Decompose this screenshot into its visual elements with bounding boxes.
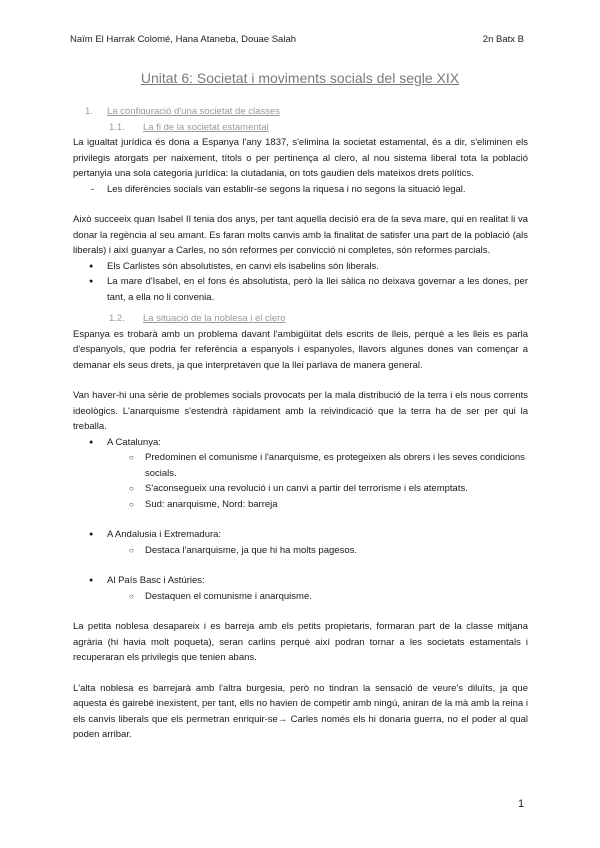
section-title: La configuració d'una societat de classes bbox=[107, 106, 280, 117]
list-item: ○ S'aconsegueix una revolució i un canvi a partir del terrorisme i els atemptats. bbox=[73, 481, 528, 497]
paragraph: Espanya es trobarà amb un problema davant l'ambigüitat dels escrits de lleis, perquè a les lleis es parla d'espanyols, que podria fer referència a espanyols i espanyoles, llavors algunes dones van començar a demanar els seus drets, ja que interpretaven que la llei parlava de manera general. bbox=[73, 328, 528, 371]
sub-list bbox=[73, 450, 528, 512]
list-item: ○ Destaquen el comunisme i anarquisme. bbox=[73, 589, 528, 605]
header-class: 2n Batx B bbox=[482, 34, 524, 45]
list-item: ○ Sud: anarquisme, Nord: barreja bbox=[73, 497, 528, 513]
header-authors: Naïm El Harrak Colomé, Hana Ataneba, Douae Salah bbox=[70, 34, 297, 45]
subsection-title: La situació de la noblesa i el clero bbox=[143, 313, 286, 324]
subsection-number: 1.2. bbox=[109, 313, 125, 324]
paragraph: L'alta noblesa es barrejarà amb l'altra burgesia, però no tindran la sensació de veure's diluïts, ja que aquesta és gairebé inexistent, per tant, ells no havien de competir amb ningú, aniran de la mà amb la reina i els canvis liberals que els permetran enriquir-se→ Carles només els hi donaria guerra, no el poder al qual poden arribar. bbox=[73, 682, 528, 740]
region-list bbox=[73, 527, 528, 543]
subsection-heading-1-2 bbox=[73, 311, 528, 327]
list-item: - Les diferències socials van establir-se segons la riquesa i no segons la situació legal. bbox=[73, 182, 528, 198]
region-label: Al País Basc i Astúries: bbox=[107, 575, 205, 586]
document-title: Unitat 6: Societat i moviments socials del segle XIX bbox=[140, 70, 460, 86]
paragraph: La petita noblesa desapareix i es barreja amb els petits propietaris, formaran part de la classe mitjana agrària (hi havia molt poqueta), seran carlins perquè així podran tornar a les societats estamentals i recuperaran els privilegis que tenien abans. bbox=[73, 621, 528, 663]
region-label: A Catalunya: bbox=[107, 436, 161, 448]
list-item: ○ Predominen el comunisme i l'anarquisme, es protegeixen als obrers i les seves condicions socials. bbox=[73, 450, 528, 481]
paragraph: La igualtat jurídica és dona a Espanya l'any 1837, s'elimina la societat estamental, és a dir, s'eliminen els privilegis atorgats per naixement, títols o per pertinença al clero, al nou sistema liberal tota la població pertanyia una sola categoria jurídica: la ciutadania, on tots gaudien dels mateixos drets polítics. bbox=[73, 137, 528, 179]
subsection-title: La fi de la societat estamental bbox=[143, 121, 269, 133]
region-item bbox=[73, 435, 528, 451]
region-item bbox=[73, 527, 528, 543]
subsection-heading-1-1 bbox=[73, 120, 528, 136]
region-list bbox=[73, 435, 528, 451]
list-item: ○ Destaca l'anarquisme, ja que hi ha molts pagesos. bbox=[73, 543, 528, 559]
document-body bbox=[73, 104, 528, 743]
region-list bbox=[73, 573, 528, 589]
subsection-number: 1.1. bbox=[109, 121, 125, 133]
region-item bbox=[73, 573, 528, 589]
list-item: ● Els Carlistes són absolutistes, en canvi els isabelins són liberals. bbox=[73, 259, 528, 275]
section-heading-1 bbox=[73, 104, 528, 120]
page-header bbox=[70, 34, 524, 45]
bullet-list bbox=[73, 259, 528, 306]
dash-list bbox=[73, 182, 528, 198]
section-number: 1. bbox=[85, 106, 93, 117]
paragraph: Això succeeix quan Isabel II tenia dos anys, per tant aquella decisió era de la seva mare, qui en realitat li va donar la regència al seu amant. Es faran molts canvis amb la finalitat de satisfer una part de la població (als liberals) i així guanyar a Carles, no són reformes per convicció ni completes, són reformes parcials. bbox=[73, 214, 528, 256]
sub-list bbox=[73, 589, 528, 605]
page-number: 1 bbox=[518, 798, 525, 810]
list-item: ● La mare d'Isabel, en el fons és absolutista, però la llei sàlica no deixava governar a les dones, per tant, a ella no li convenia. bbox=[73, 274, 528, 305]
sub-list bbox=[73, 543, 528, 559]
paragraph: Van haver-hi una sèrie de problemes socials provocats per la mala distribució de la terra i els nous corrents ideològics. L'anarquisme s'estendrà ràpidament amb la reivindicació que la terra ha de ser per qui la treballa. bbox=[73, 390, 528, 432]
region-label: A Andalusia i Extremadura: bbox=[107, 529, 222, 540]
